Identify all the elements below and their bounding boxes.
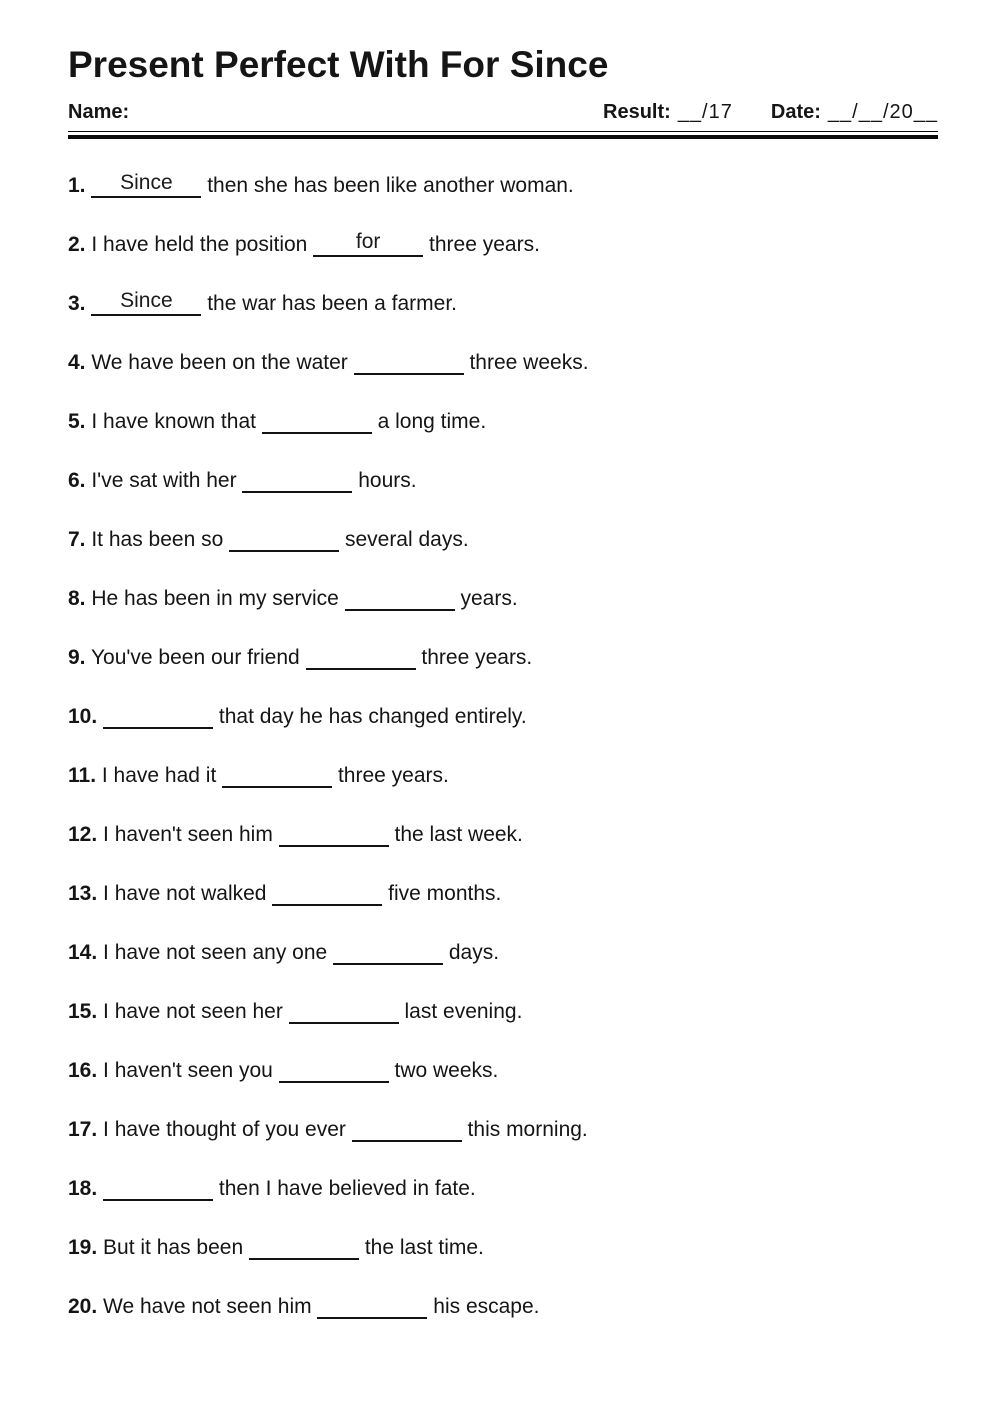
result-field [603,101,733,124]
date-field [771,101,938,124]
answer-blank[interactable] [222,760,332,788]
question-text-post: a long time. [371,409,487,433]
question-row [68,819,938,850]
question-row [68,347,938,378]
question-text-post: two weeks. [388,1058,499,1082]
question-text-pre: I have had it [96,763,223,787]
question-text-post: then she has been like another woman. [201,173,574,197]
answer-blank[interactable] [333,937,443,965]
question-text-post: the war has been a farmer. [201,291,457,315]
question-number: 9. [68,645,86,669]
question-row [68,170,938,201]
answer-blank[interactable] [306,642,416,670]
question-row [68,465,938,496]
question-number: 8. [68,586,86,610]
result-label: Result: [603,100,671,123]
question-text-post: three years. [415,645,533,669]
answer-blank[interactable] [279,1055,389,1083]
page-title: Present Perfect With For Since [68,44,609,85]
question-text-pre: I have known that [85,409,262,433]
question-text-pre: I have held the position [85,232,314,256]
question-row [68,524,938,555]
question-row [68,1055,938,1086]
answer-blank[interactable] [91,288,201,316]
question-number: 5. [68,409,86,433]
header-right [603,101,938,124]
question-row [68,760,938,791]
question-text-post: the last time. [358,1235,484,1259]
answer-text: Since [120,288,173,312]
result-value: __/17 [677,100,733,123]
question-row [68,996,938,1027]
question-text-pre: It has been so [85,527,230,551]
question-row [68,642,938,673]
question-row [68,878,938,909]
question-text-post: three years. [423,232,540,256]
question-text-pre: I haven't seen you [97,1058,279,1082]
question-text-post: three years. [332,763,449,787]
question-text-pre: We have been on the water [85,350,354,374]
question-number: 15. [68,999,98,1023]
date-label: Date: [770,100,821,123]
question-number: 11. [68,763,97,787]
question-row [68,583,938,614]
answer-blank[interactable] [229,524,339,552]
question-text-post: this morning. [461,1117,588,1141]
question-number: 17. [68,1117,98,1141]
question-number: 14. [68,940,98,964]
answer-blank[interactable] [354,347,464,375]
question-text-post: years. [454,586,518,610]
question-row [68,701,938,732]
question-number: 6. [68,468,86,492]
question-number: 1. [68,173,86,197]
question-number: 10. [68,704,98,728]
question-number: 2. [68,232,86,256]
question-text-pre: But it has been [97,1235,249,1259]
question-row [68,937,938,968]
question-text-post: hours. [352,468,417,492]
answer-blank[interactable] [103,1173,213,1201]
answer-blank[interactable] [242,465,352,493]
question-text-post: the last week. [388,822,523,846]
answer-text: Since [120,170,173,194]
header-rule [68,131,938,139]
question-text-pre: He has been in my service [85,586,345,610]
question-text-pre: I have thought of you ever [97,1117,352,1141]
question-text-pre: I haven't seen him [97,822,279,846]
question-text-pre: I have not seen her [97,999,289,1023]
question-row [68,1291,938,1322]
question-text-post: last evening. [398,999,523,1023]
answer-blank[interactable] [272,878,382,906]
question-row [68,229,938,260]
question-text-post: three weeks. [463,350,589,374]
answer-blank[interactable] [289,996,399,1024]
question-text-post: that day he has changed entirely. [213,704,527,728]
question-number: 3. [68,291,86,315]
question-list [68,139,938,1322]
question-number: 18. [68,1176,98,1200]
question-text-pre: We have not seen him [97,1294,318,1318]
question-text-post: five months. [382,881,502,905]
question-text-pre: I've sat with her [85,468,243,492]
question-number: 7. [68,527,86,551]
form-header [68,101,938,124]
question-number: 4. [68,350,86,374]
answer-blank[interactable] [91,170,201,198]
answer-blank[interactable] [262,406,372,434]
question-number: 19. [68,1235,98,1259]
question-text-pre: You've been our friend [85,645,306,669]
question-row [68,1114,938,1145]
answer-blank[interactable] [345,583,455,611]
question-text-post: then I have believed in fate. [213,1176,476,1200]
answer-blank[interactable] [317,1291,427,1319]
question-row [68,288,938,319]
question-number: 16. [68,1058,98,1082]
question-text-post: his escape. [427,1294,540,1318]
answer-text: for [355,229,381,253]
answer-blank[interactable] [249,1232,359,1260]
answer-blank[interactable] [313,229,423,257]
name-label: Name: [68,100,130,123]
question-text-pre: I have not walked [97,881,273,905]
question-text-pre: I have not seen any one [97,940,334,964]
date-value: __/__/20__ [827,100,938,123]
answer-blank[interactable] [103,701,213,729]
question-row [68,1232,938,1263]
question-number: 12. [68,822,98,846]
question-number: 13. [68,881,98,905]
answer-blank[interactable] [279,819,389,847]
question-row [68,1173,938,1204]
question-row [68,406,938,437]
question-text-post: several days. [339,527,469,551]
question-text-post: days. [443,940,500,964]
answer-blank[interactable] [352,1114,462,1142]
question-number: 20. [68,1294,98,1318]
